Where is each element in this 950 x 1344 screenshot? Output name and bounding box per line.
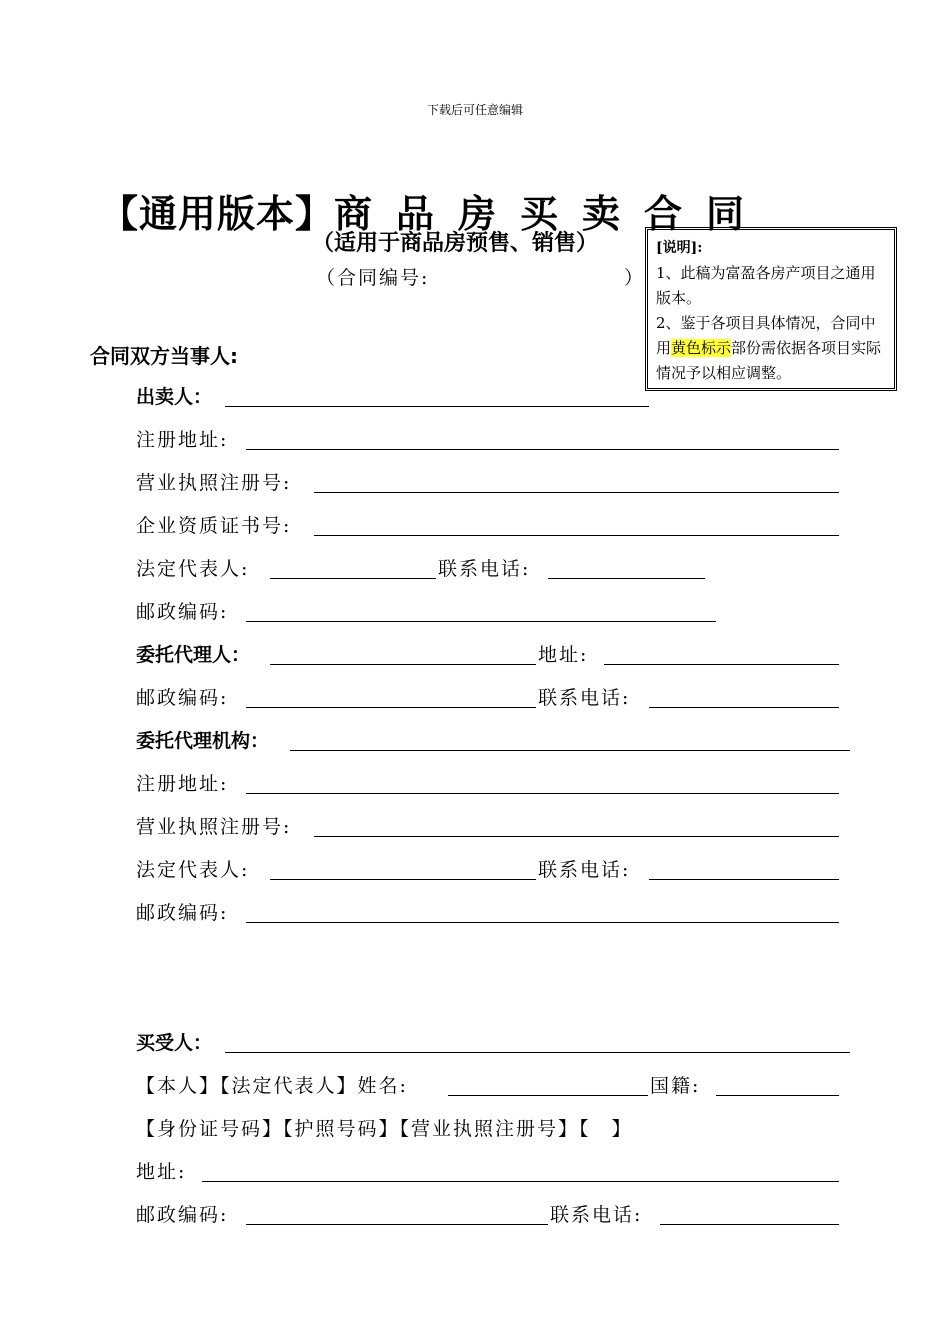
agency-reg-address-label: 注册地址: bbox=[136, 773, 229, 795]
seller-qualification-label: 企业资质证书号: bbox=[136, 515, 292, 537]
seller-reg-address-label: 注册地址: bbox=[136, 429, 229, 451]
seller-qualification-field[interactable] bbox=[314, 535, 839, 536]
agent-phone-label: 联系电话: bbox=[538, 687, 631, 709]
parties-heading: 合同双方当事人: bbox=[90, 344, 238, 368]
agency-license-label: 营业执照注册号: bbox=[136, 816, 292, 838]
seller-legal-rep-field[interactable] bbox=[270, 578, 436, 579]
seller-legal-rep-label: 法定代表人: bbox=[136, 558, 250, 580]
buyer-field[interactable] bbox=[225, 1052, 850, 1053]
buyer-postcode-field[interactable] bbox=[246, 1224, 548, 1225]
agent-postcode-field[interactable] bbox=[246, 707, 536, 708]
title-prefix: 【通用版本】 bbox=[100, 191, 335, 236]
seller-phone-label: 联系电话: bbox=[438, 558, 531, 580]
seller-postcode-label: 邮政编码: bbox=[136, 601, 229, 623]
agent-label: 委托代理人： bbox=[136, 644, 251, 666]
buyer-nationality-field[interactable] bbox=[716, 1095, 839, 1096]
agency-license-field[interactable] bbox=[314, 836, 839, 837]
agent-postcode-label: 邮政编码: bbox=[136, 687, 229, 709]
seller-label: 出卖人： bbox=[136, 386, 213, 408]
agency-field[interactable] bbox=[290, 750, 850, 751]
agency-phone-field[interactable] bbox=[649, 879, 839, 880]
agent-field[interactable] bbox=[270, 664, 536, 665]
agent-address-label: 地址: bbox=[538, 644, 589, 666]
buyer-nationality-label: 国籍: bbox=[650, 1075, 701, 1097]
buyer-address-field[interactable] bbox=[202, 1181, 839, 1182]
agency-legal-rep-field[interactable] bbox=[270, 879, 536, 880]
buyer-name-field[interactable] bbox=[448, 1095, 648, 1096]
note-item-2-rest: 部份需依据各项目实际情况予以相应调整。 bbox=[656, 339, 882, 382]
note-title: [说明]: bbox=[656, 240, 703, 256]
title-main: 商品房买卖合同 bbox=[334, 191, 769, 236]
header-note: 下载后可任意编辑 bbox=[426, 103, 523, 117]
seller-phone-field[interactable] bbox=[548, 578, 705, 579]
note-item-2 bbox=[656, 311, 886, 386]
agency-reg-address-field[interactable] bbox=[246, 793, 839, 794]
buyer-name-label: 【本人】【法定代表人】姓名: bbox=[136, 1075, 408, 1097]
agency-label: 委托代理机构： bbox=[136, 730, 270, 752]
note-item-1: 1、此稿为富盈各房产项目之通用版本。 bbox=[656, 264, 876, 307]
buyer-id-types[interactable]: 【身份证号码】【护照号码】【营业执照注册号】【 】 bbox=[136, 1118, 633, 1140]
contract-number bbox=[316, 263, 646, 290]
contract-number-label: （合同编号: bbox=[316, 267, 430, 289]
buyer-postcode-label: 邮政编码: bbox=[136, 1204, 229, 1226]
agency-postcode-label: 邮政编码: bbox=[136, 902, 229, 924]
seller-reg-address-field[interactable] bbox=[246, 449, 839, 450]
agency-postcode-field[interactable] bbox=[246, 922, 839, 923]
contract-number-close: ） bbox=[624, 267, 646, 289]
agent-address-field[interactable] bbox=[604, 664, 839, 665]
note-highlight: 黄色标示 bbox=[671, 339, 732, 357]
note-box bbox=[645, 227, 897, 391]
buyer-phone-field[interactable] bbox=[660, 1224, 839, 1225]
agent-phone-field[interactable] bbox=[649, 707, 839, 708]
seller-license-label: 营业执照注册号: bbox=[136, 472, 292, 494]
buyer-label: 买受人： bbox=[136, 1032, 213, 1054]
agency-legal-rep-label: 法定代表人: bbox=[136, 859, 250, 881]
agency-phone-label: 联系电话: bbox=[538, 859, 631, 881]
note-item-2-text: 2、鉴于各项目具体情况，合同中用 bbox=[656, 314, 876, 357]
contract-subtitle: （适用于商品房预售、销售） bbox=[312, 230, 599, 256]
seller-postcode-field[interactable] bbox=[246, 621, 716, 622]
buyer-phone-label: 联系电话: bbox=[550, 1204, 643, 1226]
seller-field[interactable] bbox=[225, 406, 649, 407]
buyer-address-label: 地址: bbox=[136, 1161, 187, 1183]
seller-license-field[interactable] bbox=[314, 492, 839, 493]
